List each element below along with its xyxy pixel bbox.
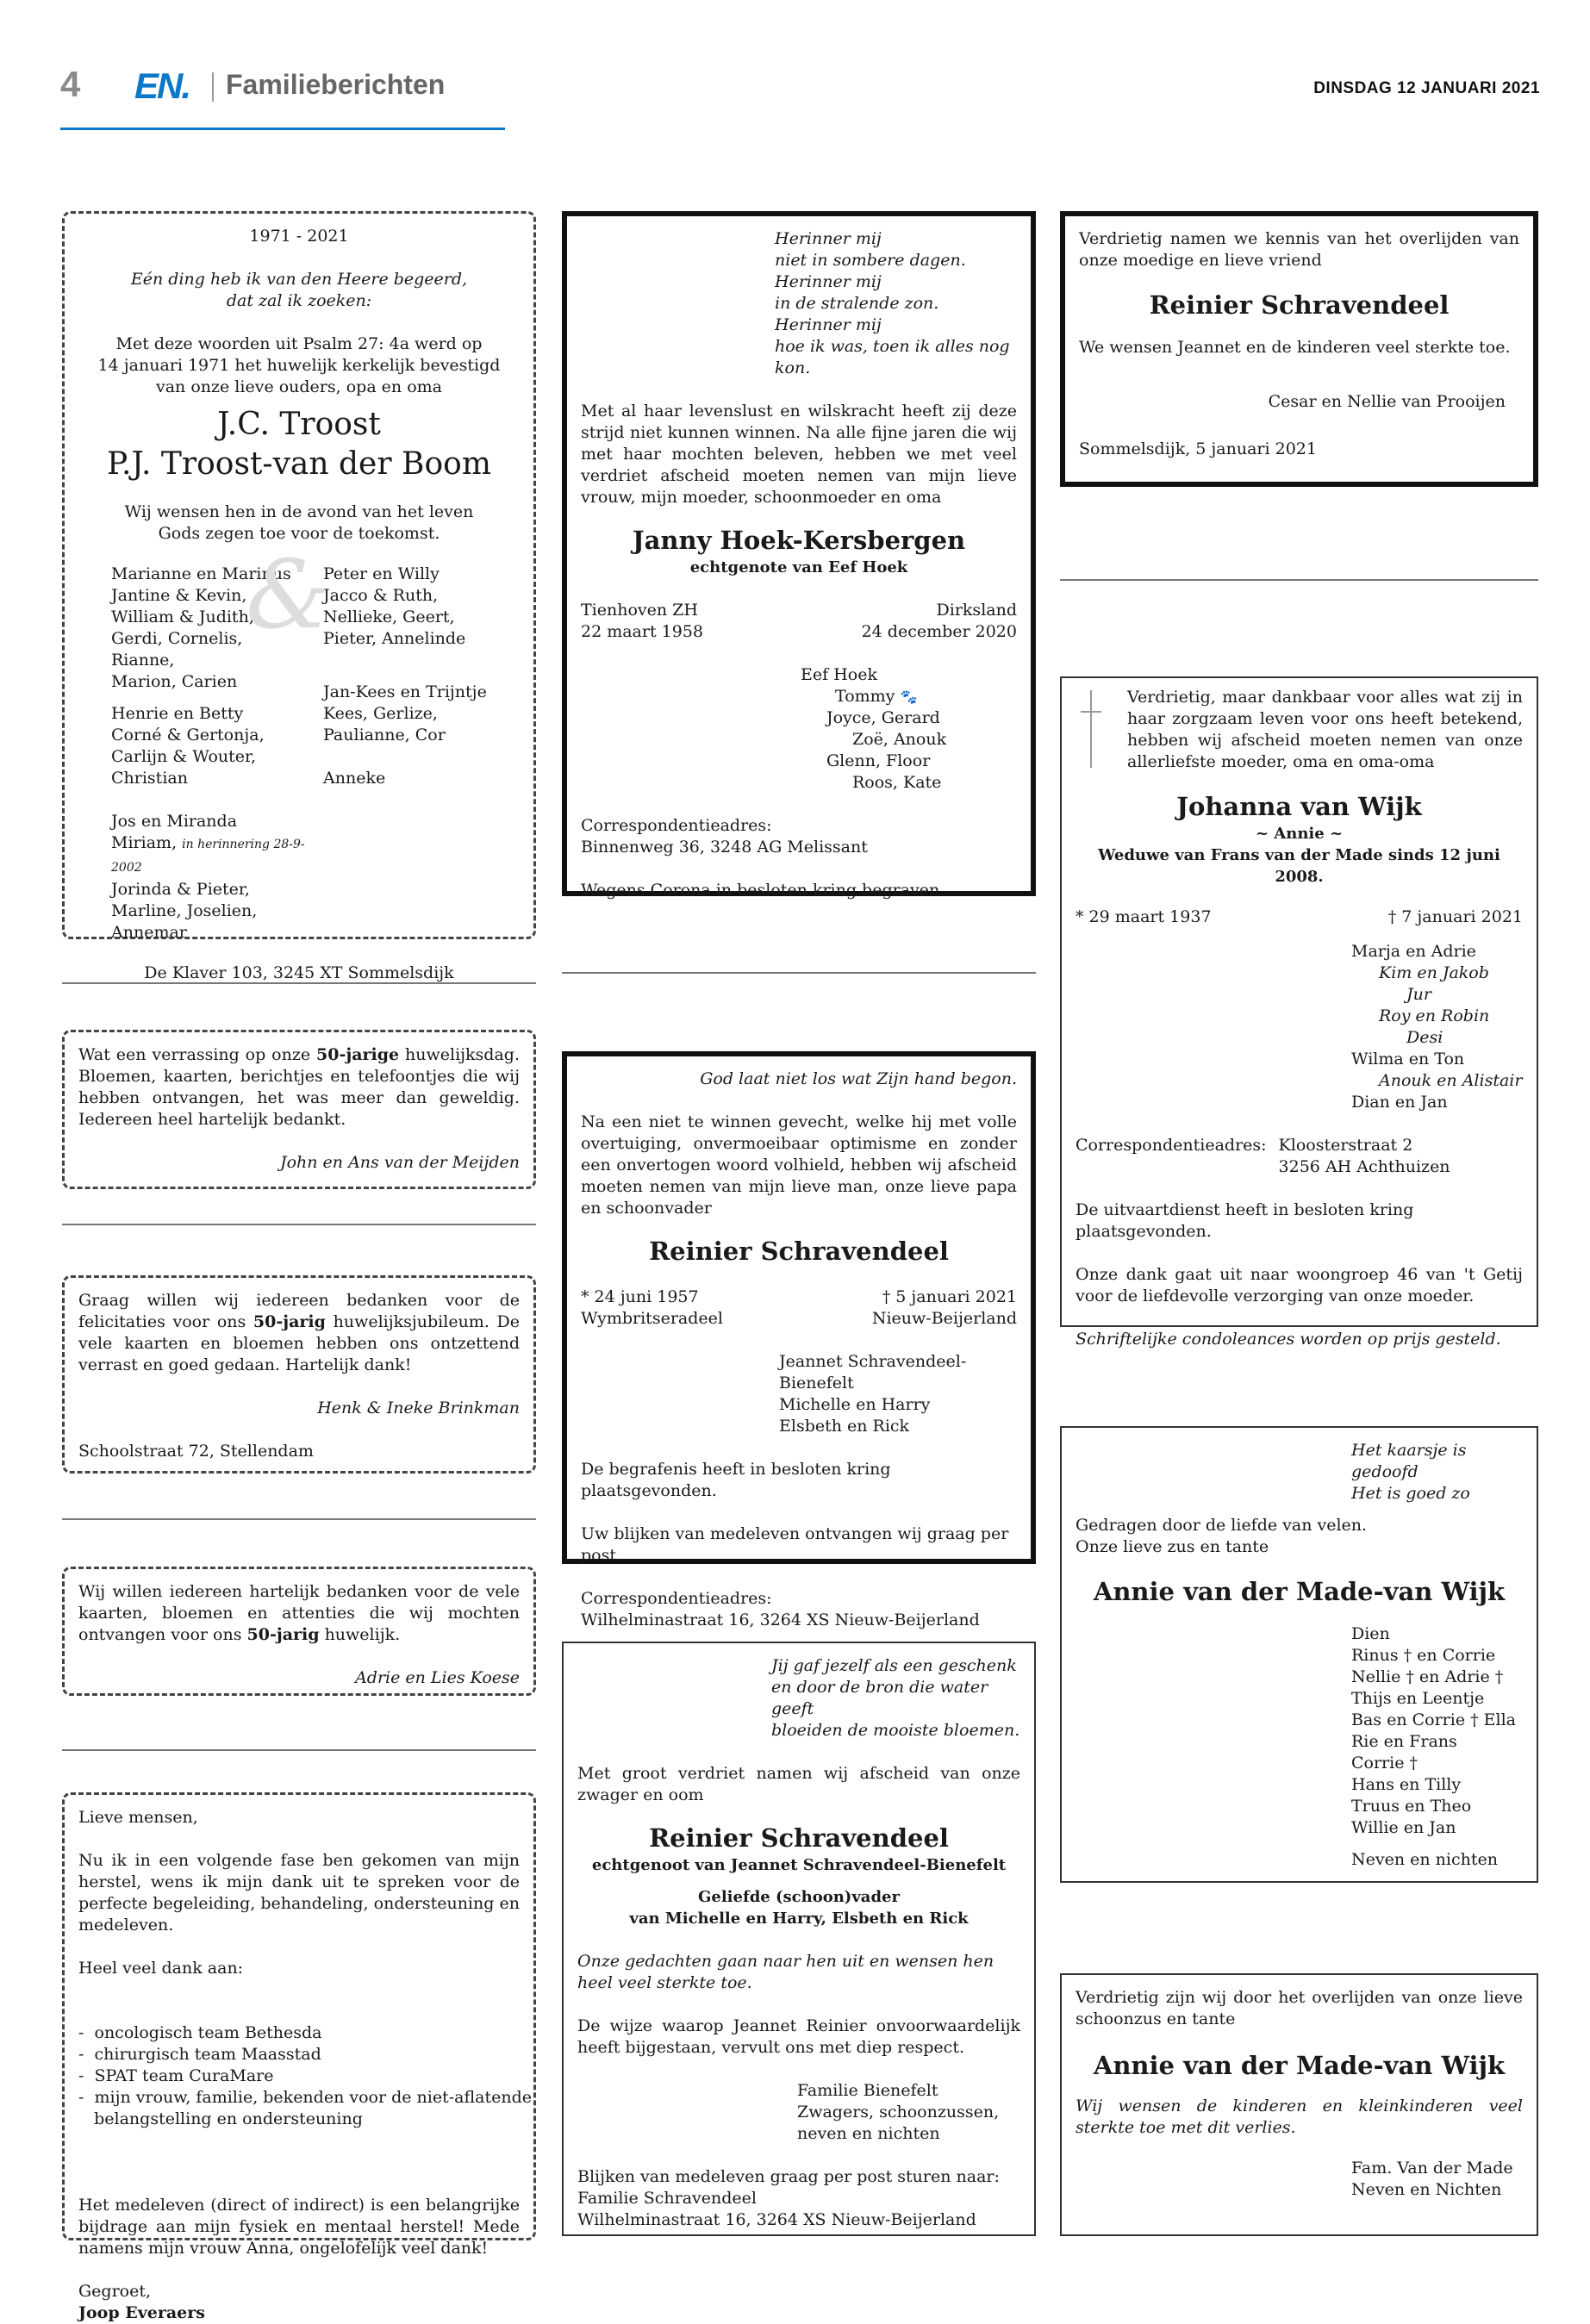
ad-johanna-van-wijk: [1060, 676, 1538, 1349]
paragraph-1: Nu ik in een volgende fase ben gekomen van mijn herstel, wens ik mijn dank uit te spreken voor de perfecte begeleiding, behandeling, ondersteuning en medeleven.: [78, 1851, 520, 1935]
ad-van-der-meijden: [62, 1030, 536, 1189]
announcement: Verdrietig, maar dankbaar voor alles wat zij in haar zorgzaam leven voor ons heeft betekend, hebben wij afscheid moeten nemen van onze allerliefste moeder, oma en oma-oma: [1127, 688, 1523, 771]
ad-everaers: [62, 1792, 536, 2322]
corr-label: Correspondentieadres:: [581, 1589, 772, 1608]
places: Tienhoven ZH Dirksland: [581, 601, 1017, 620]
divider: [62, 982, 536, 984]
address: De Klaver 103, 3245 XT Sommelsdijk: [144, 963, 454, 982]
section-title: Familieberichten: [226, 69, 446, 100]
deceased-name: Reinier Schravendeel: [1149, 290, 1450, 320]
deceased-name: Johanna van Wijk: [1176, 792, 1422, 821]
poem: Jij gaf jezelf als een geschenk en door de bron die water geeft bloeiden de mooiste bloemen.: [771, 1656, 1020, 1740]
family-member: Dian en Jan: [1351, 1093, 1448, 1112]
poem: Herinner mij niet in sombere dagen. Herinner mij in de stralende zon. Herinner mij hoe ik was, toen ik alles nog kon.: [775, 229, 1010, 377]
correspondence: Correspondentieadres: Kloosterstraat 2 3256 AH Achthuizen: [1076, 1136, 1450, 1176]
announcement: Verdrietig zijn wij door het overlijden van onze lieve schoonzus en tante: [1076, 1988, 1523, 2028]
family-member: Wilma en Ton: [1351, 1050, 1465, 1069]
ad-annie-in-laws: [1060, 1973, 1538, 2236]
family: Familie Bienefelt Zwagers, schoonzussen, neven en nichten: [797, 2081, 1000, 2143]
signature: Joop Everaers: [78, 2303, 205, 2322]
address: Schoolstraat 72, Stellendam: [78, 1442, 314, 1461]
deceased-name: Annie van der Made-van Wijk: [1093, 1577, 1506, 1606]
ad-reinier-friends: [1060, 211, 1538, 487]
ampersand-ornament: &: [246, 539, 330, 650]
thanks-heading: Heel veel dank aan:: [78, 1959, 244, 1978]
ad-reinier-bienefelt: [562, 1642, 1036, 2236]
years: 1971 - 2021: [249, 227, 349, 246]
quote: Eén ding heb ik van den Heere begeerd, dat zal ik zoeken:: [130, 270, 468, 310]
announcement: Na een niet te winnen gevecht, welke hij met volle overtuiging, onvermoeibaar optimisme en zonder een onvertogen woord volhield, hebben wij afscheid moeten nemen van mijn lieve man, onze lieve papa en schoonvader: [581, 1112, 1017, 1218]
name-wife: P.J. Troost-van der Boom: [107, 446, 491, 482]
respect-note: De wijze waarop Jeannet Reinier onvoorwaardelijk heeft bijgestaan, vervult ons met diep respect.: [577, 2016, 1020, 2057]
family: Jeannet Schravendeel-Bienefelt Michelle en Harry Elsbeth en Rick: [779, 1352, 967, 1436]
corr-address: Binnenweg 36, 3248 AG Melissant: [581, 838, 868, 857]
announcement: Verdrietig namen we kennis van het overlijden van onze moedige en lieve vriend: [1079, 229, 1519, 270]
deceased-name: Reinier Schravendeel: [649, 1823, 949, 1853]
spouse-note: echtgenote van Eef Hoek: [689, 558, 908, 576]
spouse-note: echtgenoot van Jeannet Schravendeel-Bienefelt: [591, 1856, 1007, 1874]
deceased-name: Annie van der Made-van Wijk: [1093, 2051, 1506, 2080]
ad-brinkman: [62, 1275, 536, 1474]
message: Graag willen wij iedereen bedanken voor de felicitaties voor ons 50-jarig huwelijksjubileum. De vele kaarten en bloemen hebben ons ontzettend verrast en goed gedaan. Hartelijk dank!: [78, 1291, 520, 1374]
ad-troost-anniversary: [62, 211, 536, 982]
places: Wymbritseradeel Nieuw-Beijerland: [581, 1309, 1017, 1328]
family-member: Roy en Robin: [1379, 1006, 1490, 1025]
family-member: Desi: [1406, 1028, 1443, 1047]
ad-reinier-family: [562, 1051, 1036, 1629]
dates: * 29 maart 1937 † 7 januari 2021: [1076, 907, 1523, 926]
family: Eef Hoek Tommy 🐾 Joyce, Gerard Zoë, Anouk Glenn, Floor Roos, Kate: [801, 665, 947, 792]
father-note: Geliefde (schoon)vader: [698, 1888, 900, 1906]
divider: [62, 1224, 536, 1225]
closing: Gegroet,: [78, 2282, 152, 2301]
place-date: Sommelsdijk, 5 januari 2021: [1079, 439, 1317, 458]
message: Wij willen iedereen hartelijk bedanken voor de vele kaarten, bloemen en attenties die wij mochten ontvangen voor ons 50-jarig huwelijk.: [78, 1582, 520, 1644]
children-note: van Michelle en Harry, Elsbeth en Rick: [629, 1910, 969, 1928]
family-member: Jur: [1406, 985, 1431, 1004]
family: [1076, 941, 1523, 1113]
wish: Onze gedachten gaan naar hen uit en wensen hen heel veel sterkte toe.: [577, 1952, 995, 1992]
signature: Henk & Ineke Brinkman: [317, 1399, 520, 1417]
nickname: ~ Annie ~: [1255, 825, 1344, 843]
family-list: Marianne en Marinus Jantine & Kevin, William & Judith, Gerdi, Cornelis, Rianne, Marion, Carien Henrie en Betty Corné & Gertonja, Carlijn & Wouter, Christian Jos en Miranda Miriam, in herinnering 28-9-2002 Jorinda & Pieter, Marline, Joselien, Annemar Peter en Willy Jacco & Ruth, Nellieke, Geert, Pieter, Annelinde Jan-Kees en Trijntje Kees, Gerlize, Paulianne, Cor Anneke: [111, 564, 487, 942]
divider: [562, 972, 1036, 974]
name-husband: J.C. Troost: [217, 407, 381, 442]
quote: God laat niet los wat Zijn hand begon.: [700, 1069, 1017, 1088]
divider: [1060, 579, 1538, 581]
page-number: 4: [60, 64, 81, 104]
signature: John en Ans van der Meijden: [279, 1153, 520, 1172]
intro: Met deze woorden uit Psalm 27: 4a werd op 14 januari 1971 het huwelijk kerkelijk bevestigd van onze lieve ouders, opa en oma: [97, 334, 501, 396]
announcement: Met al haar levenslust en wilskracht heeft zij deze strijd niet kunnen winnen. Na alle fijne jaren die wij met haar mochten beleven, hebben we met veel verdriet afscheid moeten nemen van mijn lieve vrouw, mijn moeder, schoonmoeder en oma: [581, 402, 1017, 507]
announcement: Gedragen door de liefde van velen. Onze lieve zus en tante: [1076, 1516, 1368, 1556]
header-rule: [60, 128, 505, 130]
cross-icon: [1081, 690, 1101, 768]
dates: * 24 juni 1957 † 5 januari 2021: [581, 1287, 1017, 1306]
signature: Fam. Van der Made Neven en Nichten: [1351, 2159, 1513, 2199]
paragraph-2: Het medeleven (direct of indirect) is een belangrijke bijdrage aan mijn fysiek en mentaal herstel! Mede namens mijn vrouw Anna, ongelofelijk veel dank!: [78, 2196, 520, 2258]
announcement: Met groot verdriet namen wij afscheid van onze zwager en oom: [577, 1764, 1020, 1804]
greeting: Lieve mensen,: [78, 1808, 198, 1827]
issue-date: DINSDAG 12 JANUARI 2021: [1313, 79, 1540, 97]
corr-label: Correspondentieadres:: [581, 816, 772, 835]
family-member: Marja en Adrie: [1351, 942, 1476, 961]
wish: Wij wensen hen in de avond van het leven Gods zegen toe voor de toekomst.: [124, 502, 474, 543]
ad-janny-hoek: [562, 211, 1036, 900]
family-member: Anouk en Alistair: [1379, 1071, 1523, 1090]
divider: [62, 1518, 536, 1520]
divider: [62, 1749, 536, 1751]
wish: Wij wensen de kinderen en kleinkinderen veel sterkte toe met dit verlies.: [1076, 2097, 1523, 2137]
poem: Het kaarsje is gedoofd Het is goed zo: [1351, 1441, 1470, 1503]
family-member: Kim en Jakob: [1379, 963, 1489, 982]
corr-address: Wilhelminastraat 16, 3264 XS Nieuw-Beijerland: [581, 1611, 980, 1629]
condolence-note: Schriftelijke condoleances worden op prijs gesteld.: [1076, 1330, 1501, 1349]
signature: Cesar en Nellie van Prooijen: [1268, 392, 1506, 411]
thanks-note: Onze dank gaat uit naar woongroep 46 van 't Getij voor de liefdevolle verzorging van onze moeder.: [1076, 1265, 1523, 1305]
funeral-note: De begrafenis heeft in besloten kring plaatsgevonden.: [581, 1460, 891, 1500]
family: Dien Rinus † en Corrie Nellie † en Adrie † Thijs en Leentje Bas en Corrie † Ella Rie en Frans Corrie † Hans en Tilly Truus en Theo Willie en Jan Neven en nichten: [1351, 1624, 1516, 1869]
signature: Adrie en Lies Koese: [355, 1668, 520, 1687]
post-address: Blijken van medeleven graag per post sturen naar: Familie Schravendeel Wilhelminastraat 16, 3264 XS Nieuw-Beijerland: [577, 2167, 1000, 2229]
dates: 22 maart 1958 24 december 2020: [581, 622, 1017, 641]
post-note: Uw blijken van medeleven ontvangen wij graag per post.: [581, 1524, 1009, 1565]
header-divider: [212, 72, 214, 102]
deceased-name: Reinier Schravendeel: [649, 1237, 949, 1266]
widow-note: Weduwe van Frans van der Made sinds 12 juni 2008.: [1098, 846, 1500, 886]
burial-note: Wegens Corona in besloten kring begraven.: [581, 881, 945, 900]
deceased-name: Janny Hoek-Kersbergen: [632, 526, 966, 555]
ad-annie-siblings: [1060, 1426, 1538, 1883]
service-note: De uitvaartdienst heeft in besloten kring plaatsgevonden.: [1076, 1200, 1414, 1241]
message: Wat een verrassing op onze 50-jarige huwelijksdag. Bloemen, kaarten, berichtjes en telefoontjes die wij hebben ontvangen, het was meer dan geweldig. Iedereen heel hartelijk bedankt.: [78, 1045, 520, 1129]
ad-koese: [62, 1567, 536, 1696]
newspaper-logo: EN.: [134, 65, 190, 106]
wish: We wensen Jeannet en de kinderen veel sterkte toe.: [1079, 338, 1511, 357]
paw-icon: 🐾: [900, 688, 918, 705]
thanks-list: - oncologisch team Bethesda - chirurgisch team Maasstad - SPAT team CuraMare - mijn vrouw, familie, bekenden voor de niet-aflatende belangstelling en ondersteuning: [78, 2023, 532, 2128]
